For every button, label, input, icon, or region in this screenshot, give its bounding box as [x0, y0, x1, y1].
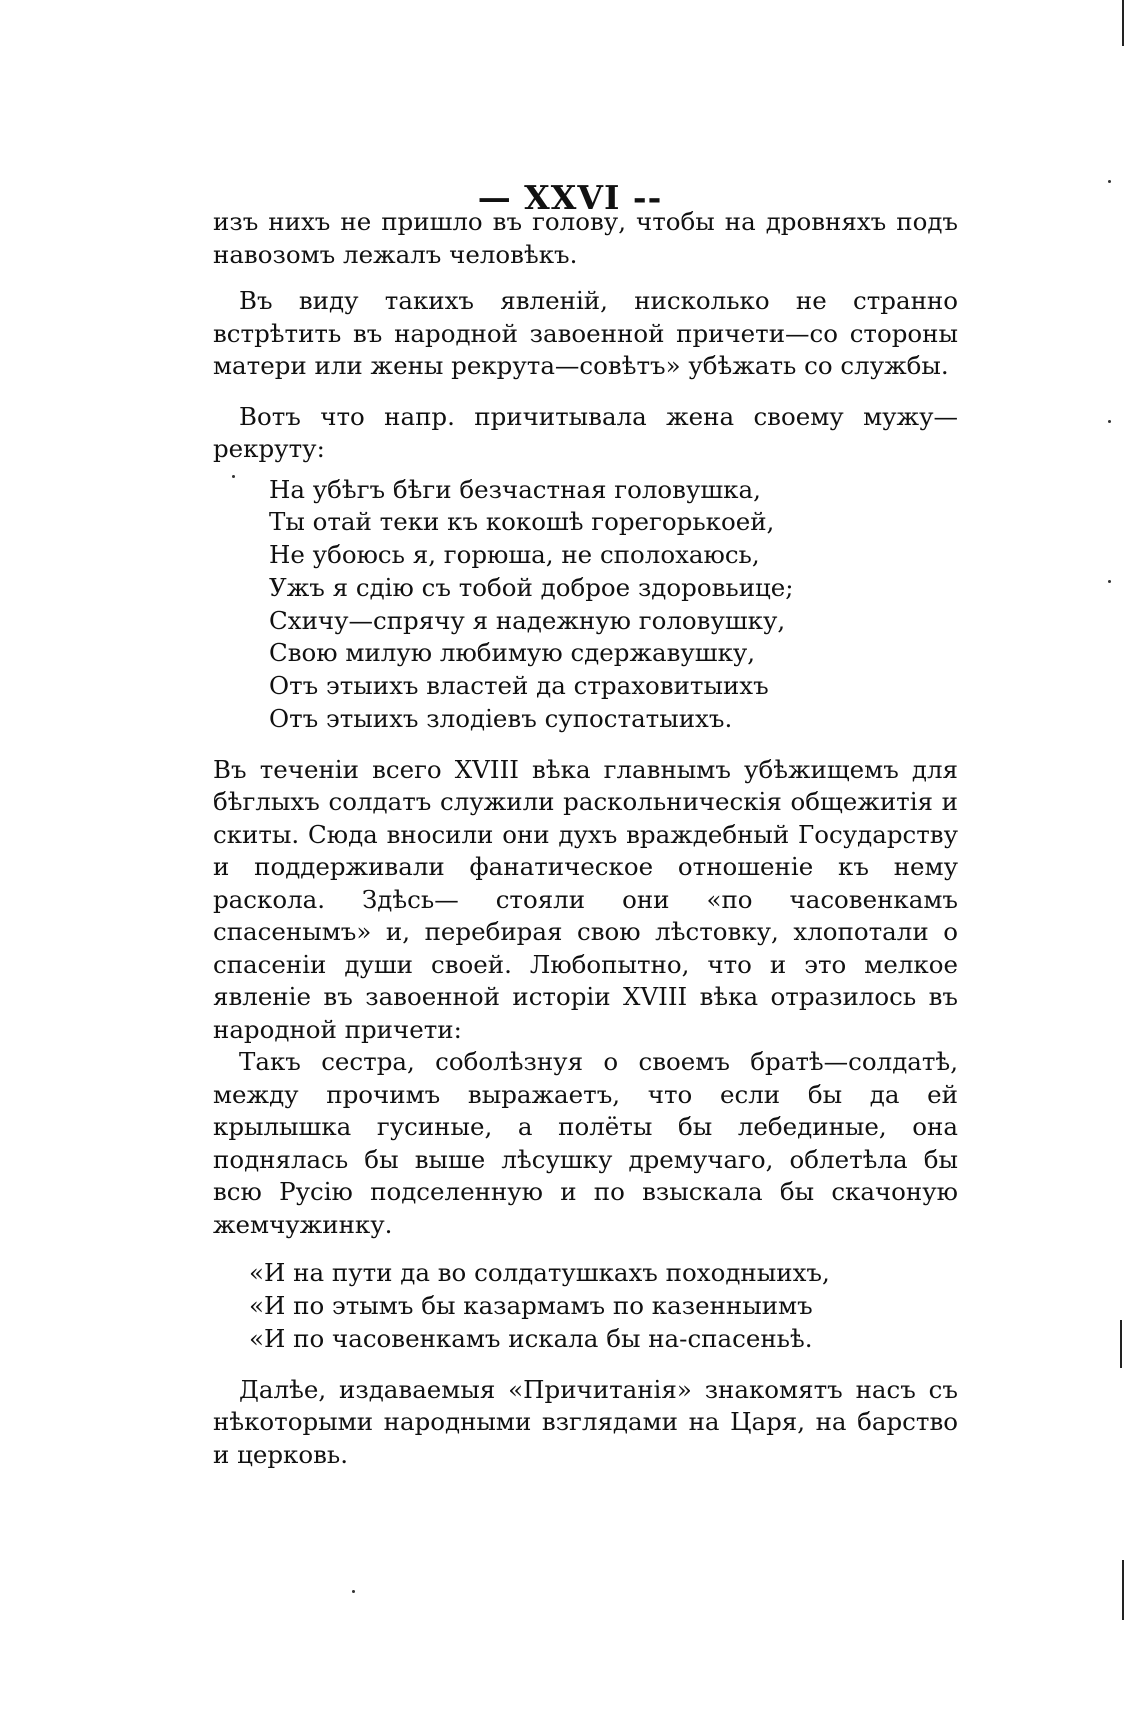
paragraph-2: Въ виду такихъ явленій, нисколько не странно встрѣтить въ народной завоенной причети—со стороны матери или жены рекрута—совѣтъ» убѣжать со службы. — [213, 286, 958, 380]
verse-line: Отъ этыихъ злодіевъ супостатыихъ. — [269, 704, 733, 734]
verse-line: «И по этымъ бы казармамъ по казенныимъ — [249, 1291, 813, 1321]
scan-speck — [352, 1590, 355, 1593]
verse-line: На убѣгъ бѣги безчастная головушка, — [269, 474, 761, 504]
text-block — [213, 206, 958, 1471]
scan-speck — [1108, 420, 1111, 423]
verse-line: Ты отай теки къ кокошѣ горегорькоей, — [269, 507, 775, 537]
page-number: — XXVI -- — [477, 178, 663, 217]
scan-speck — [1108, 580, 1111, 583]
verse-line: Схичу—спрячу я надежную головушку, — [269, 605, 786, 635]
verse-line: Свою милую любимую сдержавушку, — [269, 638, 756, 668]
verse-line: Отъ этыихъ властей да страховитыихъ — [269, 671, 769, 701]
verse-line: «И на пути да во солдатушкахъ походныихъ, — [249, 1258, 830, 1288]
scan-edge-line — [1122, 0, 1124, 46]
verse-line: «И по часовенкамъ искала бы на-спасеньѣ. — [249, 1323, 813, 1353]
paragraph-1: изъ нихъ не пришло въ голову, чтобы на дровняхъ подъ навозомъ лежалъ человѣкъ. — [213, 207, 958, 269]
paragraph-3: Вотъ что напр. причитывала жена своему мужу—рекруту: — [213, 401, 958, 463]
verse-block-1 — [269, 474, 958, 736]
verse-block-2 — [249, 1257, 958, 1355]
verse-line: Ужъ я сдію съ тобой доброе здоровьице; — [269, 572, 794, 602]
scan-edge-line — [1120, 1320, 1122, 1368]
scan-speck — [1108, 180, 1111, 183]
scan-speck — [232, 475, 235, 478]
paragraph-5: Такъ сестра, соболѣзнуя о своемъ братѣ—солдатѣ, между прочимъ выражаетъ, что если бы да ей крылышка гусиные, а полёты бы лебединые, она поднялась бы выше лѣсушку дремучаго, облетѣла бы всю Русію подселенную и по взыскала бы скачоную жемчужинку. — [213, 1047, 958, 1239]
paragraph-6: Далѣе, издаваемыя «Причитанія» знакомятъ насъ съ нѣкоторыми народными взглядами на Царя, на барство и церковь. — [213, 1374, 958, 1469]
scan-edge-line — [1122, 1560, 1124, 1620]
paragraph-4: Въ теченіи всего XVIII вѣка главнымъ убѣжищемъ для бѣглыхъ солдатъ служили раскольническія общежитія и скиты. Сюда вносили они духъ враждебный Государству и поддерживали фанатическое отношеніе къ нему раскола. Здѣсь— стояли они «по часовенкамъ спасенымъ» и, перебирая свою лѣстовку, хлопотали о спасеніи души своей. Любопытно, что и это мелкое явленіе въ завоенной исторіи XVIII вѣка отразилось въ народной причети: — [213, 754, 958, 1044]
verse-line: Не убоюсь я, горюша, не сполохаюсь, — [269, 540, 760, 570]
